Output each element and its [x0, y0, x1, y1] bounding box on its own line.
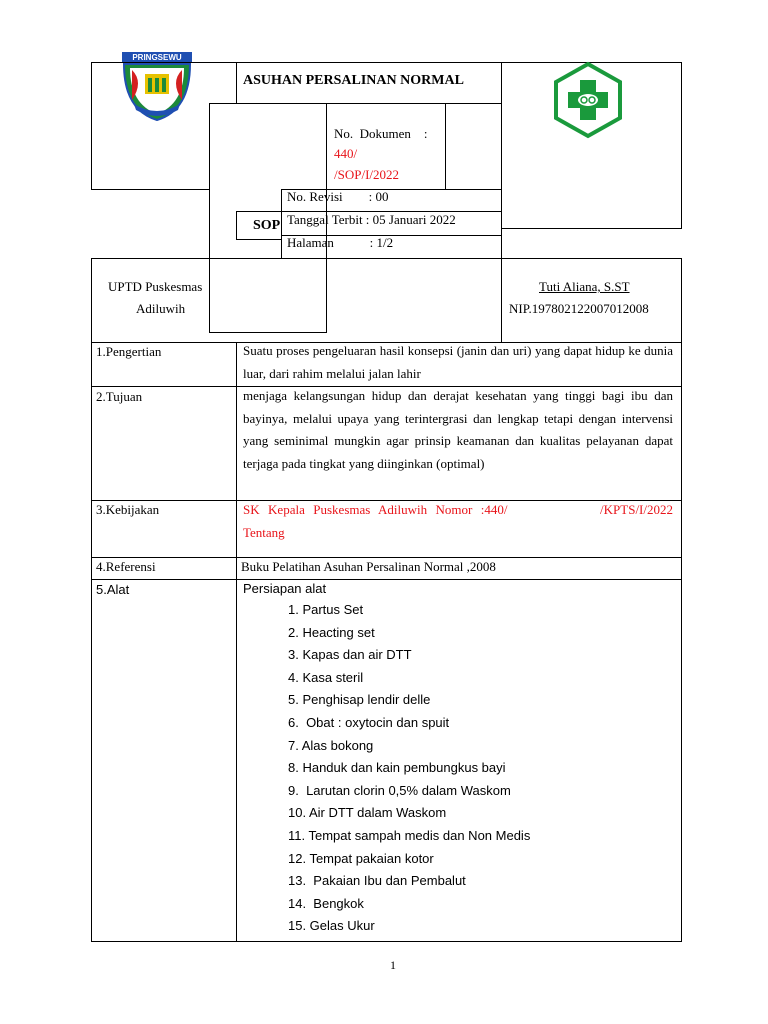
- issue-date: Tanggal Terbit : 05 Januari 2022: [287, 212, 456, 227]
- alat-heading: Persiapan alat: [243, 581, 327, 596]
- rule: [209, 103, 210, 333]
- signer-nip: NIP.197802122007012008: [509, 301, 649, 316]
- list-item: 11. Tempat sampah medis dan Non Medis: [288, 827, 531, 843]
- org-location: Adiluwih: [136, 301, 186, 316]
- list-item: 7. Alas bokong: [288, 737, 374, 753]
- rule: [501, 228, 682, 229]
- rule: [209, 332, 327, 333]
- section-text-kebijakan: SK Kepala Puskesmas Adiluwih Nomor :440/ /KPTS/I/2022: [243, 502, 673, 517]
- rule: [91, 258, 92, 343]
- rule: [236, 211, 237, 240]
- org-name: UPTD Puskesmas: [108, 279, 203, 294]
- list-item: 6. Obat : oxytocin dan spuit: [288, 714, 450, 730]
- list-item: 14. Bengkok: [288, 895, 364, 911]
- section-label-tujuan: 2.Tujuan: [96, 389, 143, 404]
- puskesmas-logo: [548, 60, 628, 140]
- rule: [91, 500, 682, 501]
- list-item: 5. Penghisap lendir delle: [288, 692, 431, 708]
- pringsewu-logo: [118, 52, 194, 124]
- rule: [236, 62, 237, 103]
- rule: [501, 258, 502, 343]
- doc-number-suffix: /SOP/I/2022: [334, 167, 400, 182]
- sop-label: SOP: [253, 218, 281, 233]
- section-label-kebijakan: 3.Kebijakan: [96, 502, 160, 517]
- rule: [681, 342, 682, 942]
- revision-info: No. Revisi : 00: [287, 189, 389, 204]
- document-title: ASUHAN PERSALINAN NORMAL: [243, 73, 464, 88]
- rule: [681, 258, 682, 343]
- list-item: 1. Partus Set: [288, 602, 364, 617]
- section-text-referensi: Buku Pelatihan Asuhan Persalinan Normal ,2008: [241, 559, 496, 574]
- rule: [681, 62, 682, 228]
- rule: [91, 189, 209, 190]
- page-info: Halaman : 1/2: [287, 235, 394, 250]
- rule: [91, 258, 682, 259]
- rule: [91, 342, 92, 942]
- section-label-pengertian: 1.Pengertian: [96, 344, 162, 359]
- list-item: 3. Kapas dan air DTT: [288, 647, 412, 663]
- doc-number-label: No. Dokumen :: [334, 126, 428, 141]
- section-text-pengertian: Suatu proses pengeluaran hasil konsepsi (janin dan uri) yang dapat hidup ke dunia luar, dari rahim melalui jalan lahir: [243, 343, 673, 381]
- rule: [91, 941, 682, 942]
- list-item: 4. Kasa steril: [288, 669, 364, 685]
- rule: [209, 103, 502, 104]
- list-item: 13. Pakaian Ibu dan Pembalut: [288, 873, 466, 889]
- rule: [281, 189, 282, 259]
- section-text-tujuan: menjaga kelangsungan hidup dan derajat kesehatan yang tinggi bagi ibu dan bayinya, melalui upaya yang terintergrasi dan lengkap tetapi dengan intervensi yang seminimal mungkin agar prinsip keamanan dan kualitas pelayanan dapat terjaga pada tingkat yang diinginkan (optimal): [243, 388, 673, 471]
- list-item: 2. Heacting set: [288, 624, 375, 640]
- logo-banner-text: PRINGSEWU: [132, 53, 182, 62]
- section-text-kebijakan-tentang: Tentang: [243, 525, 285, 540]
- section-label-referensi: 4.Referensi: [96, 559, 156, 574]
- rule: [91, 62, 92, 189]
- rule: [91, 579, 682, 580]
- list-item: 10. Air DTT dalam Waskom: [288, 805, 447, 821]
- rule: [236, 239, 282, 240]
- signer-name: Tuti Aliana, S.ST: [539, 279, 630, 294]
- list-item: 12. Tempat pakaian kotor: [288, 850, 434, 866]
- alat-list: [288, 599, 530, 938]
- list-item: 9. Larutan clorin 0,5% dalam Waskom: [288, 782, 511, 798]
- page-number: 1: [390, 958, 396, 972]
- list-item: 8. Handuk dan kain pembungkus bayi: [288, 760, 506, 776]
- rule: [236, 342, 237, 942]
- doc-number-value: 440/: [334, 146, 358, 161]
- section-label-alat: 5.Alat: [96, 582, 130, 597]
- rule: [445, 103, 446, 190]
- list-item: 15. Gelas Ukur: [288, 918, 375, 934]
- rule: [91, 557, 682, 558]
